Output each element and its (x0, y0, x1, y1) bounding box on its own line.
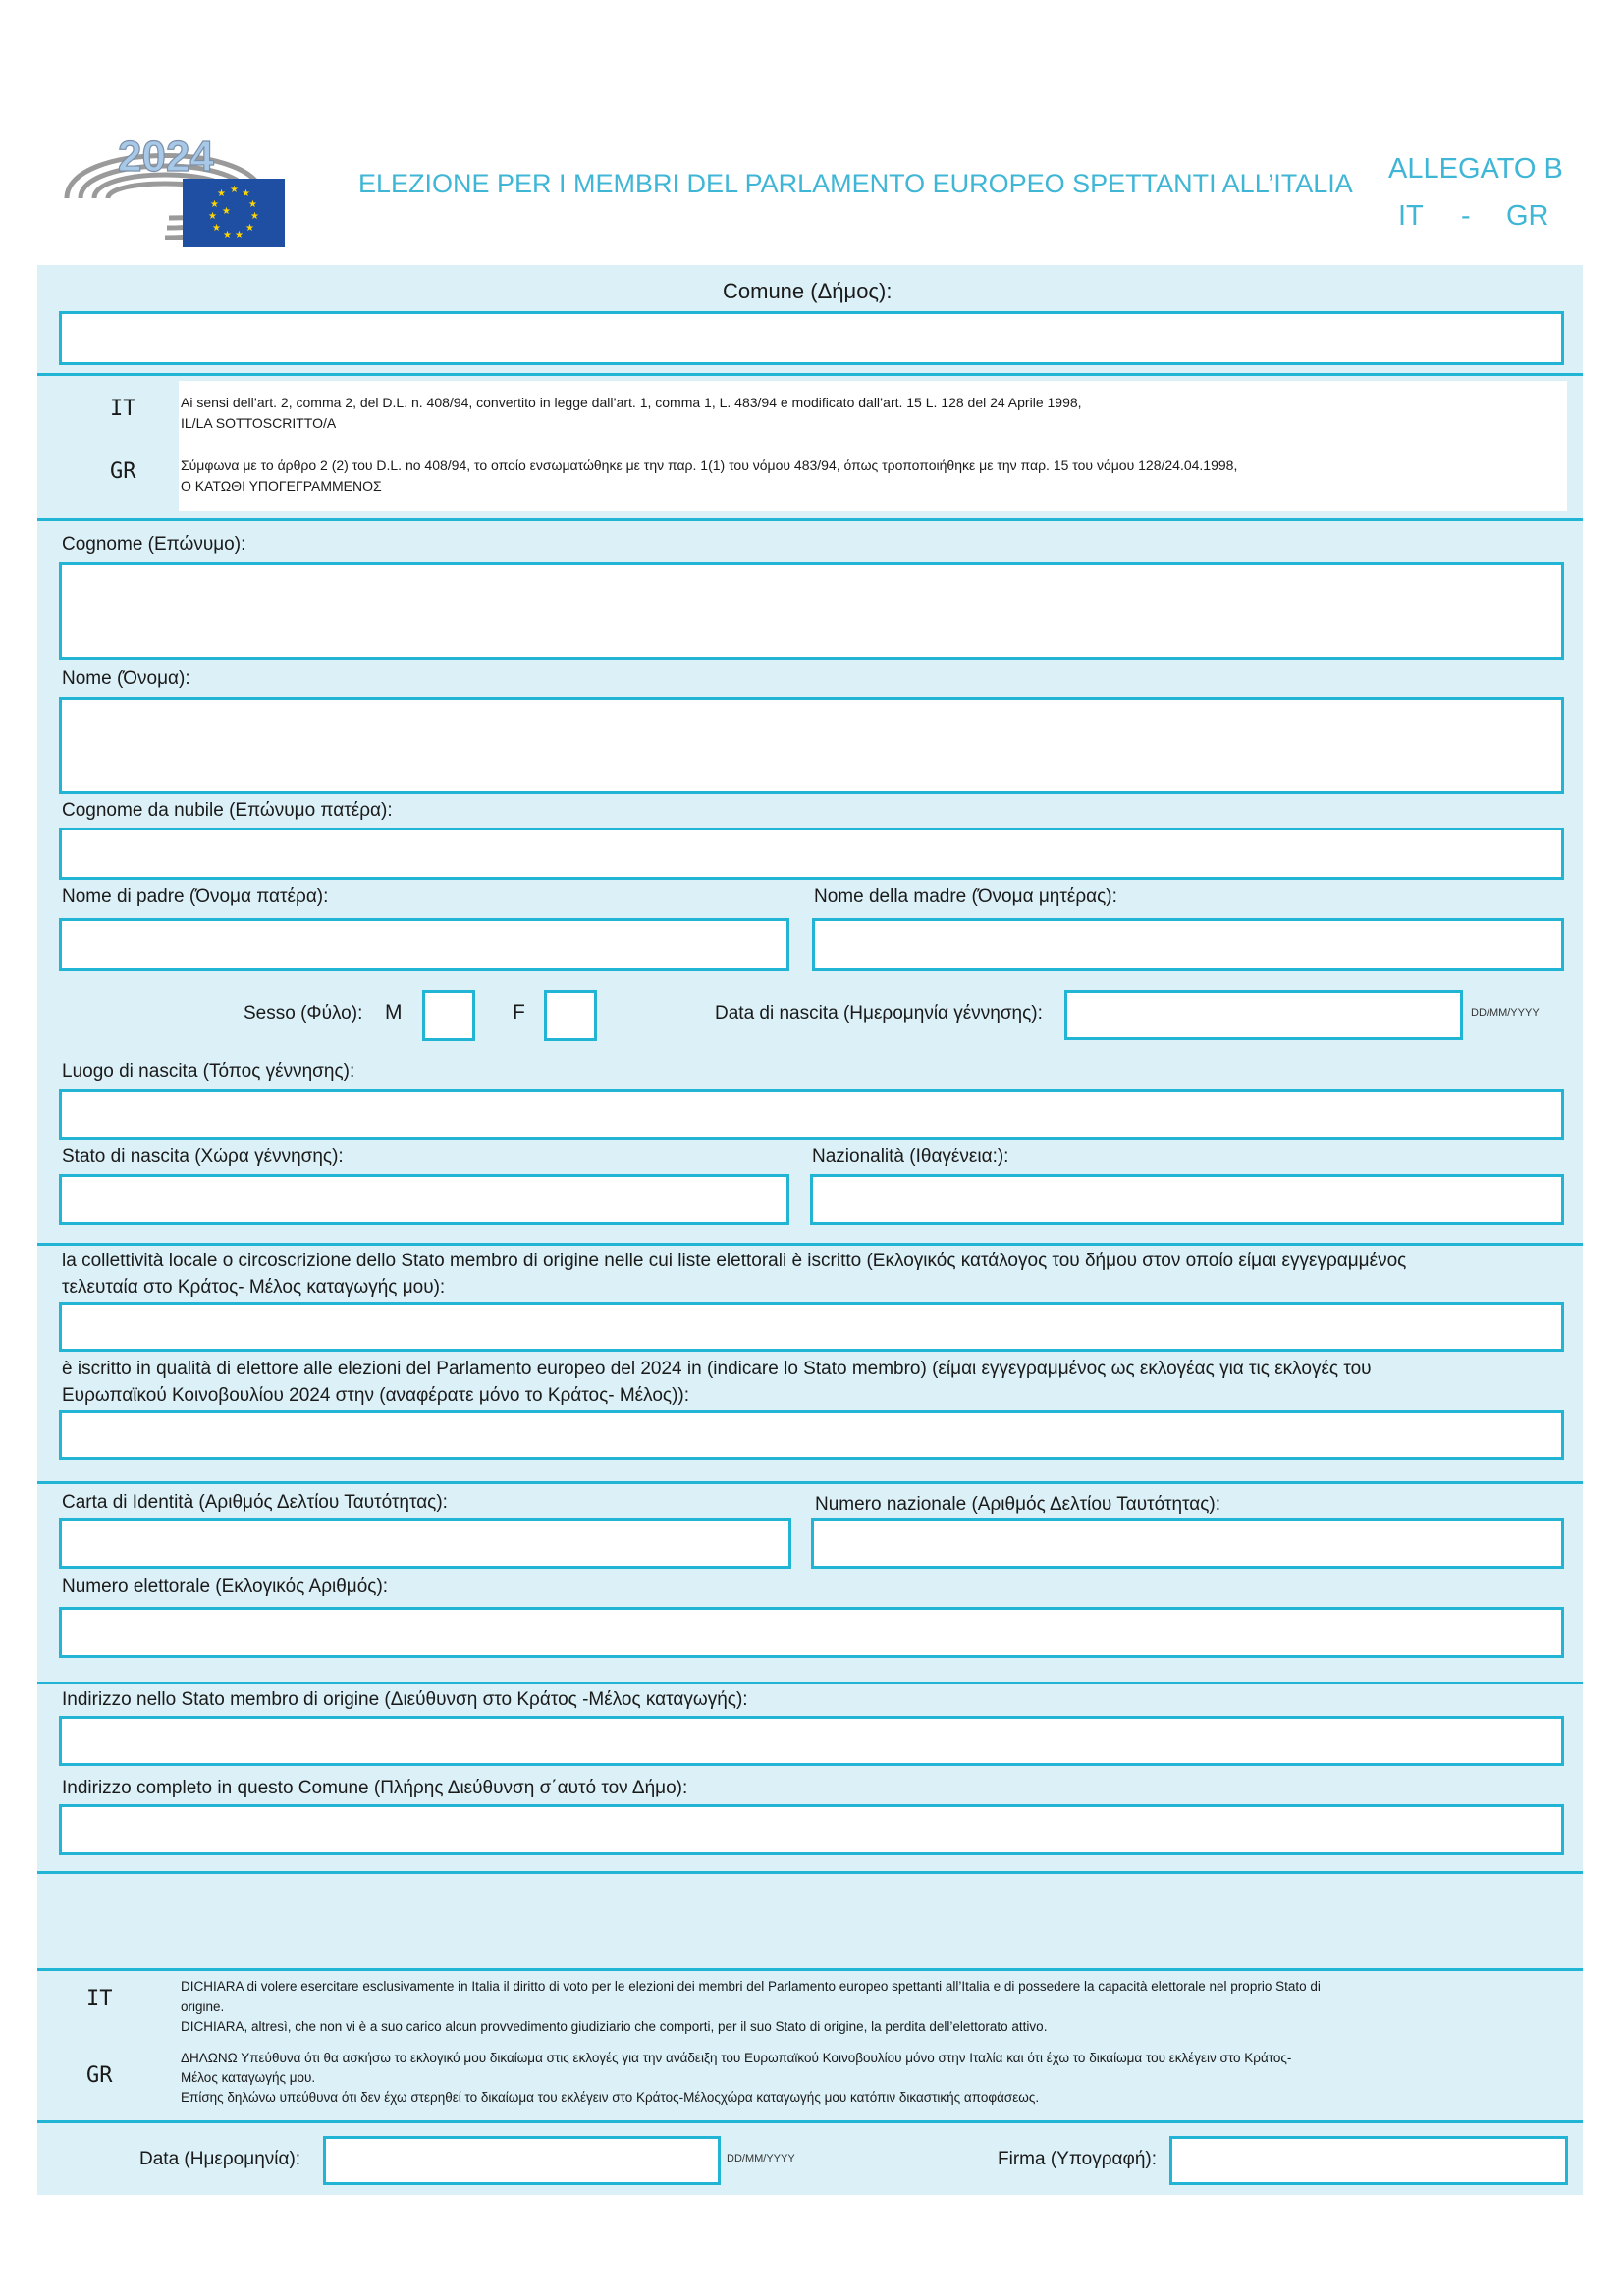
nome-label: Nome (Όνομα): (62, 668, 190, 689)
data-label: Data (Ημερομηνία): (139, 2149, 301, 2169)
svg-text:★: ★ (212, 223, 221, 234)
declaration-it-line2: origine. (181, 2000, 225, 2014)
stato-nascita-field[interactable] (59, 1174, 789, 1225)
data-nascita-field[interactable] (1064, 990, 1463, 1040)
svg-text:★: ★ (235, 230, 244, 240)
sesso-f-checkbox[interactable] (544, 990, 597, 1041)
nome-field[interactable] (59, 697, 1564, 794)
cognome-label: Cognome (Επώνυμο): (62, 534, 246, 555)
svg-text:★: ★ (248, 199, 257, 210)
cognome-field[interactable] (59, 562, 1564, 660)
divider (37, 1481, 1583, 1484)
svg-text:★: ★ (245, 223, 254, 234)
firma-field[interactable] (1169, 2136, 1568, 2185)
indirizzo-comune-label: Indirizzo completo in questo Comune (Πλήρης Διεύθυνση σ΄αυτό τον Δήμο): (62, 1778, 688, 1798)
firma-label: Firma (Υπογραφή): (998, 2149, 1158, 2169)
declaration-it-code: IT (86, 1987, 113, 2011)
lang-to: GR (1506, 200, 1549, 232)
nazionalita-field[interactable] (810, 1174, 1564, 1225)
intro-it-code: IT (110, 397, 136, 421)
indirizzo-comune-field[interactable] (59, 1804, 1564, 1855)
cognome-nubile-field[interactable] (59, 828, 1564, 880)
indirizzo-origine-field[interactable] (59, 1716, 1564, 1766)
divider (37, 1871, 1583, 1874)
svg-text:★: ★ (223, 230, 232, 240)
numero-elettorale-label: Numero elettorale (Εκλογικός Αριθμός): (62, 1576, 389, 1597)
comune-field[interactable] (59, 311, 1564, 365)
sesso-m-label: M (385, 1001, 403, 1024)
comune-label: Comune (Δήμος): (723, 279, 893, 303)
svg-text:★: ★ (230, 185, 239, 195)
divider (37, 1968, 1583, 1971)
sesso-label: Sesso (Φύλο): (244, 1003, 363, 1024)
hemicycle-icon (57, 122, 288, 247)
collettivita-field[interactable] (59, 1302, 1564, 1352)
logo-year: 2024 (118, 133, 214, 181)
intro-gr-line1: Σύμφωνα με το άρθρο 2 (2) του D.L. no 408/94, το οποίο ενσωματώθηκε με την παρ. 1(1) του νόμου 483/94, όπως τροποποιήθηκε με την παρ. 15 του νόμου 128/24.04.1998, (181, 457, 1238, 473)
stato-nascita-label: Stato di nascita (Χώρα γέννησης): (62, 1147, 344, 1167)
declaration-gr-line1: ΔΗΛΩΝΩ Υπεύθυνα ότι θα ασκήσω το εκλογικό μου δικαίωμα στις εκλογές για την ανάδειξη του Ευρωπαϊκού Κοινοβουλίου μόνο στην Ιταλία και ότι έχω το δικαίωμα του εκλέγειν στο Κράτος- (181, 2051, 1292, 2065)
declaration-gr-line2: Μέλος καταγωγής μου. (181, 2070, 316, 2085)
svg-text:★: ★ (208, 211, 217, 222)
sesso-m-checkbox[interactable] (422, 990, 475, 1041)
iscritto-field[interactable] (59, 1410, 1564, 1460)
carta-identita-field[interactable] (59, 1518, 791, 1569)
data-nascita-label: Data di nascita (Ημερομηνία γέννησης): (715, 1003, 1043, 1024)
iscritto-label-line1: è iscritto in qualità di elettore alle elezioni del Parlamento europeo del 2024 in (indicare lo Stato membro) (είμαι εγγεγραμμένος ως εκλογέας για τις εκλογές του (62, 1359, 1372, 1379)
parliament-logo (57, 122, 288, 247)
divider (37, 518, 1583, 521)
intro-gr-line2: Ο ΚΑΤΩΘΙ ΥΠΟΓΕΓΡΑΜΜΕΝΟΣ (181, 478, 382, 494)
numero-nazionale-label: Numero nazionale (Αριθμός Δελτίου Ταυτότητας): (815, 1494, 1221, 1515)
form-panel (37, 265, 1583, 2195)
svg-text:★: ★ (210, 199, 219, 210)
form-title: ELEZIONE PER I MEMBRI DEL PARLAMENTO EUROPEO SPETTANTI ALL’ITALIA (358, 169, 1353, 198)
declaration-it-line1: DICHIARA di volere esercitare esclusivamente in Italia il diritto di voto per le elezioni dei membri del Parlamento europeo spettanti all’Italia e di possedere la capacità elettorale nel proprio Stato di (181, 1979, 1321, 1994)
svg-text:★: ★ (242, 188, 250, 199)
divider (37, 1243, 1583, 1246)
luogo-nascita-field[interactable] (59, 1089, 1564, 1140)
sesso-f-label: F (513, 1001, 525, 1024)
svg-text:★: ★ (250, 211, 259, 222)
data-field[interactable] (323, 2136, 721, 2185)
intro-it-line2: IL/LA SOTTOSCRITTO/A (181, 415, 337, 431)
collettivita-label-line2: τελευταία στο Κράτος- Μέλος καταγωγής μου): (62, 1277, 446, 1298)
carta-identita-label: Carta di Identità (Αριθμός Δελτίου Ταυτότητας): (62, 1492, 448, 1513)
svg-text:★: ★ (217, 188, 226, 199)
annex-label: ALLEGATO B (1388, 153, 1563, 185)
lang-sep: - (1461, 200, 1471, 232)
declaration-gr-code: GR (86, 2063, 113, 2088)
intro-gr-code: GR (110, 459, 136, 484)
nome-padre-field[interactable] (59, 918, 789, 971)
nazionalita-label: Nazionalità (Ιθαγένεια:): (812, 1147, 1009, 1167)
nome-madre-field[interactable] (812, 918, 1564, 971)
collettivita-label-line1: la collettività locale o circoscrizione dello Stato membro di origine nelle cui liste elettorali è iscritto (Εκλογικός κατάλογος του δήμου στον οποίο είμαι εγγεγραμμένος (62, 1251, 1407, 1271)
data-format-hint: DD/MM/YYYY (727, 2153, 795, 2164)
svg-text:★: ★ (222, 206, 231, 217)
numero-elettorale-field[interactable] (59, 1607, 1564, 1658)
indirizzo-origine-label: Indirizzo nello Stato membro di origine (Διεύθυνση στο Κράτος -Μέλος καταγωγής): (62, 1689, 748, 1710)
declaration-gr-line3: Επίσης δηλώνω υπεύθυνα ότι δεν έχω στερηθεί το δικαίωμα του εκλέγειν στο Κράτος-Μέλοςχώρα καταγωγής μου κατόπιν δικαστικής αποφάσεως. (181, 2090, 1040, 2105)
nome-padre-label: Nome di padre (Όνομα πατέρα): (62, 886, 329, 907)
nome-madre-label: Nome della madre (Όνομα μητέρας): (814, 886, 1117, 907)
iscritto-label-line2: Ευρωπαϊκού Κοινοβουλίου 2024 στην (αναφέρατε μόνο το Κράτος- Μέλος)): (62, 1385, 690, 1406)
luogo-nascita-label: Luogo di nascita (Τόπος γέννησης): (62, 1061, 355, 1082)
numero-nazionale-field[interactable] (811, 1518, 1564, 1569)
divider (37, 373, 1583, 376)
intro-it-line1: Ai sensi dell’art. 2, comma 2, del D.L. n. 408/94, convertito in legge dall’art. 1, comma 1, L. 483/94 e modificato dall’art. 15 L. 128 del 24 Aprile 1998, (181, 395, 1082, 410)
declaration-it-line3: DICHIARA, altresì, che non vi è a suo carico alcun provvedimento giudiziario che comporti, per il suo Stato di origine, la perdita dell’elettorato attivo. (181, 2019, 1048, 2034)
divider (37, 1682, 1583, 1684)
cognome-nubile-label: Cognome da nubile (Επώνυμο πατέρα): (62, 800, 393, 821)
lang-from: IT (1398, 200, 1424, 232)
date-format-hint: DD/MM/YYYY (1471, 1007, 1540, 1019)
divider (37, 2120, 1583, 2123)
